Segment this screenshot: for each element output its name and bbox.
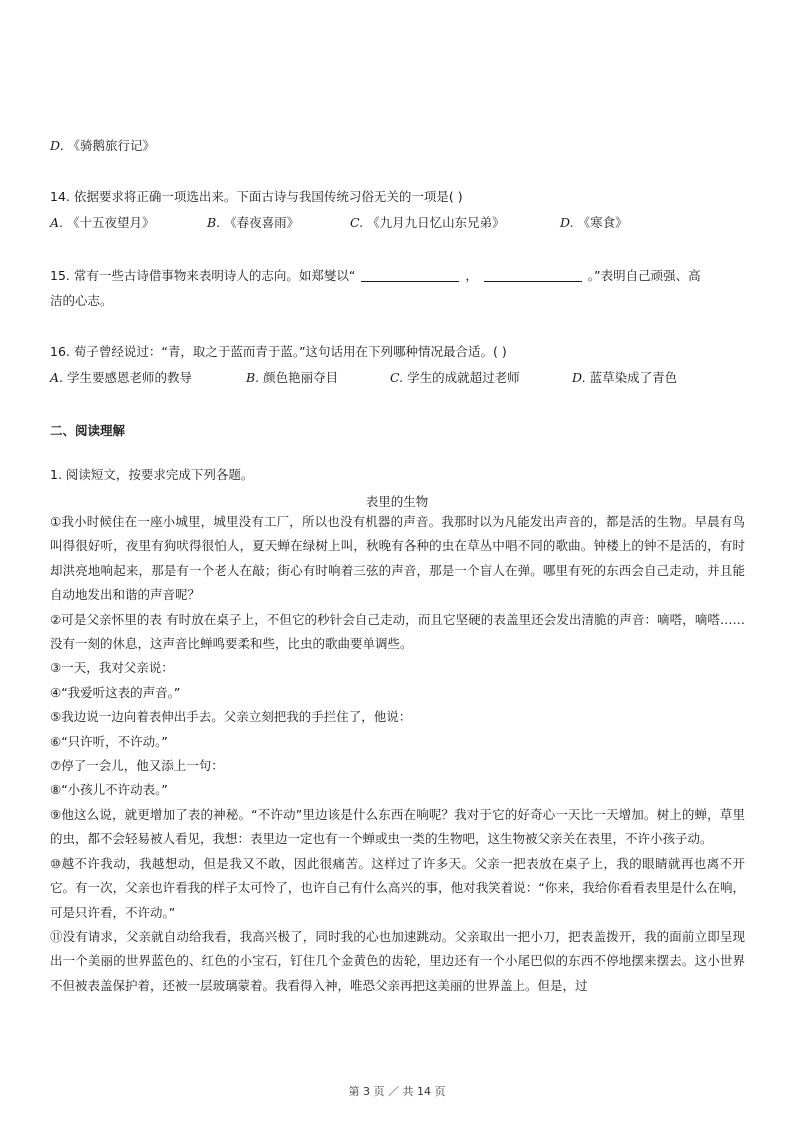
- q15-separator: ，: [465, 268, 478, 283]
- q13-option-d: [50, 137, 155, 155]
- q14-option-c-text: 《九月九日忆山东兄弟》: [367, 215, 505, 230]
- q13-option-d-text: 《骑鹅旅行记》: [67, 138, 156, 153]
- q14-stem: 14. 依据要求将正确一项选出来。下面古诗与我国传统习俗无关的一项是( ): [50, 189, 463, 204]
- q15-stem: [50, 267, 701, 285]
- q16-option-b-text: 颜色艳丽夺目: [263, 370, 339, 385]
- page-footer: 第 3 页 ／ 共 14 页: [348, 1085, 446, 1098]
- q14-option-a[interactable]: [50, 214, 207, 232]
- q14-option-b[interactable]: [207, 214, 350, 232]
- q14-option-c[interactable]: [350, 214, 560, 232]
- q16-option-a[interactable]: [50, 369, 246, 387]
- section-heading: 二、阅读理解: [50, 423, 126, 438]
- reading-title: 表里的生物: [365, 494, 429, 509]
- q15-line2: 洁的心志。: [50, 293, 113, 308]
- q14-option-b-letter: B.: [207, 215, 221, 230]
- q14-option-b-text: 《春夜喜雨》: [224, 215, 300, 230]
- q16-option-d-text: 蓝草染成了青色: [589, 370, 678, 385]
- q16-option-b-letter: B.: [246, 370, 260, 385]
- q15-blank-1[interactable]: [361, 267, 459, 282]
- q15-part1: 15. 常有一些古诗借事物来表明诗人的志向。如郑燮以“: [50, 268, 356, 283]
- reading-passage: ①我小时候住在一座小城里，城里没有工厂，所以也没有机器的声音。我那时以为凡能发出声音的，都是活的生物。早晨有鸟叫得很好听，夜里有狗吠得很怕人，夏天蝉在绿树上叫，秋晚有各种的虫在草丛中唱不同的歌曲。钟楼上的钟不是活的，有时却洪亮地响起来，那是有一个老人在敲；街心有时响着三弦的声音，那是一个盲人在弹。哪里有死的东西会自己走动，并且能自动地发出和谐的声音呢？ ②可是父亲怀里的表 有时放在桌子上，不但它的秒针会自己走动，而且它坚硬的表盖里还会发出清脆的声音：嘀嗒，嘀嗒……没有一刻的休息，这声音比蝉鸣要柔和些，比虫的歌曲要单调些。 ③一天，我对父亲说： ④“我爱听这表的声音。” ⑤我边说一边向着表伸出手去。父亲立刻把我的手拦住了，他说： ⑥“只许听，不许动。” ⑦停了一会儿，他又添上一句： ⑧“小孩儿不许动表。” ⑨他这么说，就更增加了表的神秘。“不许动”里边该是什么东西在响呢？我对于它的好奇心一天比一天增加。树上的蝉，草里的虫，都不会轻易被人看见，我想：表里边一定也有一个蝉或虫一类的生物吧，这生物被父亲关在表里，不许小孩子动。 ⑩越不许我动，我越想动，但是我又不敢，因此很痛苦。这样过了许多天。父亲一把表放在桌子上，我的眼睛就再也离不开它。有一次，父亲也许看我的样子太可怜了，也许自己有什么高兴的事，他对我笑着说：“你来，我给你看看表里是什么在响，可是只许看，不许动。” ⑪没有请求，父亲就自动给我看，我高兴极了，同时我的心也加速跳动。父亲取出一把小刀，把表盖拨开，我的面前立即呈现出一个美丽的世界蓝色的、红色的小宝石，钉住几个金黄色的齿轮，里边还有一个小尾巴似的东西不停地摆来摆去。这小世界不但被表盖保护着，还被一层玻璃蒙着。我看得入神，唯恐父亲再把这美丽的世界盖上。但是，过: [50, 514, 745, 993]
- q15-blank-2[interactable]: [484, 267, 582, 282]
- q14-options: [50, 214, 750, 232]
- q14-option-a-text: 《十五夜望月》: [67, 215, 155, 230]
- q14-option-d-letter: D.: [560, 215, 574, 230]
- q16-option-c-text: 学生的成就超过老师: [407, 370, 520, 385]
- reading-instruction: 1. 阅读短文，按要求完成下列各题。: [50, 467, 254, 482]
- q16-option-d-letter: D.: [572, 370, 586, 385]
- q16-option-d[interactable]: [572, 369, 677, 387]
- q14-option-d[interactable]: [560, 214, 628, 232]
- q16-option-a-text: 学生要感恩老师的教导: [67, 370, 193, 385]
- q16-option-c-letter: C.: [390, 370, 404, 385]
- q13-option-d-letter: D.: [50, 138, 64, 153]
- q16-stem: 16. 荀子曾经说过：“青，取之于蓝而青于蓝。”这句话用在下列哪种情况最合适。( ): [50, 344, 507, 359]
- q14-option-c-letter: C.: [350, 215, 364, 230]
- q16-option-a-letter: A.: [50, 370, 64, 385]
- q15-part2: 。”表明自己顽强、高: [587, 268, 701, 283]
- q14-option-a-letter: A.: [50, 215, 64, 230]
- q16-option-c[interactable]: [390, 369, 572, 387]
- q16-option-b[interactable]: [246, 369, 390, 387]
- q16-options: [50, 369, 750, 387]
- q14-option-d-text: 《寒食》: [577, 215, 628, 230]
